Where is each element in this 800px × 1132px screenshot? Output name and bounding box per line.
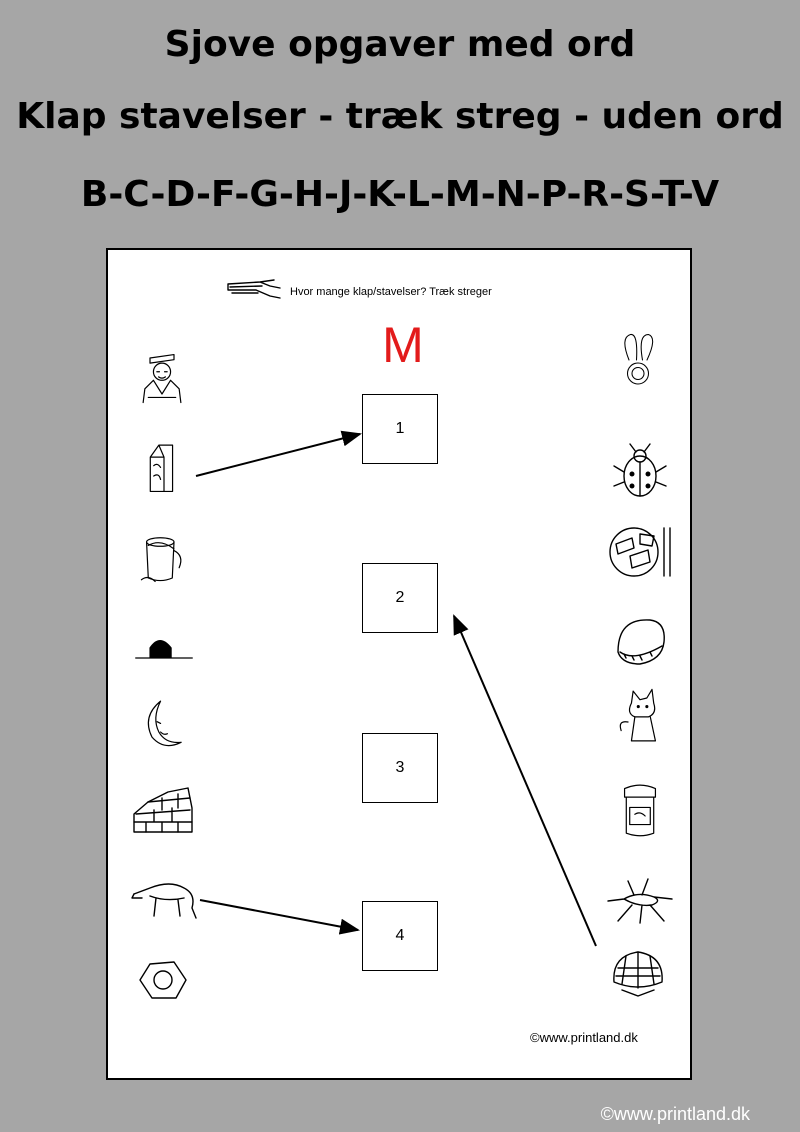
page-credit: ©www.printland.dk bbox=[600, 1104, 750, 1124]
instruction-text: Hvor mange klap/stavelser? Træk streger bbox=[290, 286, 492, 298]
answer-arrows bbox=[108, 250, 690, 1078]
arrow-anteater-to-box-4 bbox=[200, 900, 358, 930]
letter-list: B-C-D-F-G-H-J-K-L-M-N-P-R-S-T-V bbox=[80, 174, 720, 215]
box-number: 3 bbox=[395, 759, 405, 776]
worksheet bbox=[106, 248, 692, 1080]
sheet-credit: ©www.printland.dk bbox=[530, 1030, 638, 1045]
title-line-1: Sjove opgaver med ord bbox=[164, 24, 636, 65]
title-line-2: Klap stavelser - træk streg - uden ord bbox=[16, 96, 784, 137]
box-number: 2 bbox=[395, 589, 405, 606]
box-number: 4 bbox=[395, 927, 405, 944]
arrow-milk-to-box-1 bbox=[196, 434, 360, 476]
arrow-shell-to-box-2 bbox=[454, 616, 596, 946]
box-number: 1 bbox=[395, 420, 405, 437]
target-letter: M bbox=[382, 317, 424, 373]
